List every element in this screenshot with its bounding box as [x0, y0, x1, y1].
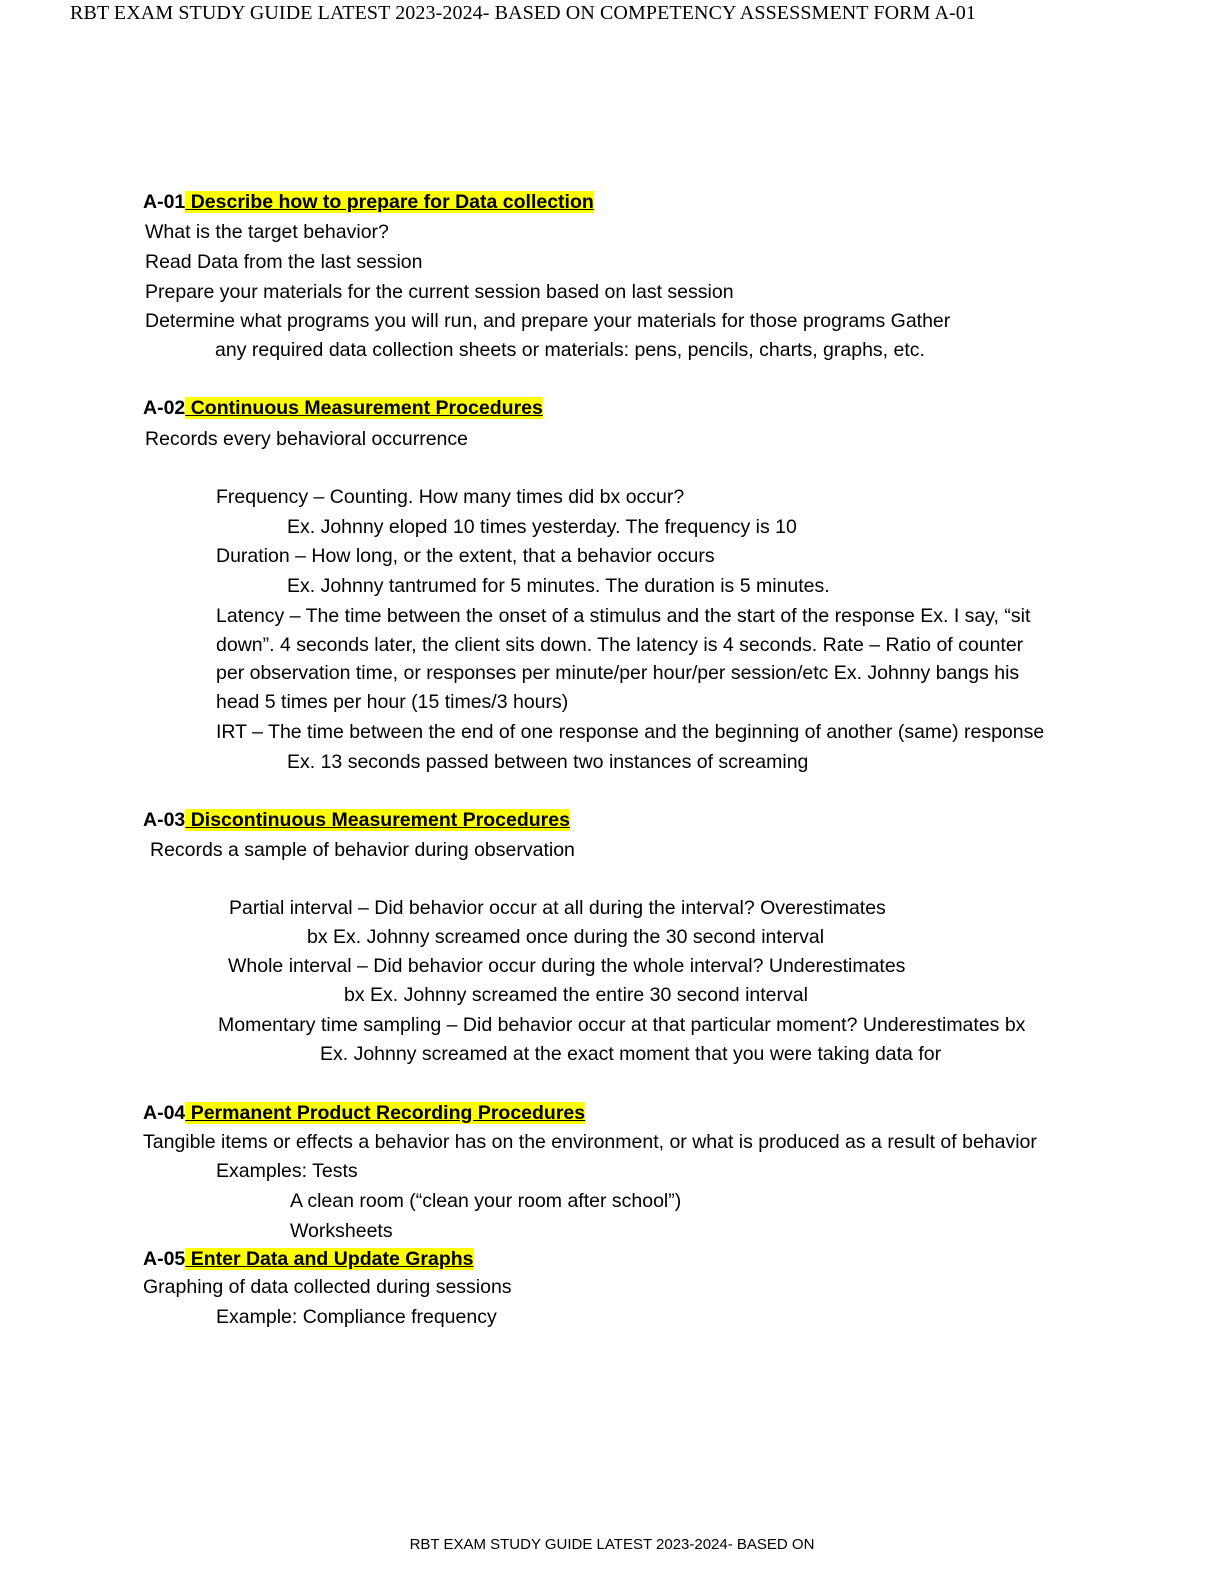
body-line: Records a sample of behavior during observation — [150, 839, 575, 861]
body-line: Determine what programs you will run, and prepare your materials for those programs Gather — [145, 310, 951, 332]
body-line: Ex. Johnny eloped 10 times yesterday. The frequency is 10 — [287, 516, 797, 538]
body-line: Example: Compliance frequency — [216, 1306, 497, 1328]
body-line: Worksheets — [290, 1220, 393, 1242]
section-title: Describe how to prepare for Data collection — [185, 191, 594, 213]
body-line: head 5 times per hour (15 times/3 hours) — [216, 691, 569, 713]
body-line: Ex. 13 seconds passed between two instances of screaming — [287, 751, 809, 773]
body-line: IRT – The time between the end of one response and the beginning of another (same) response — [216, 721, 1045, 743]
body-line: per observation time, or responses per minute/per hour/per session/etc Ex. Johnny bangs his — [216, 662, 1020, 684]
body-line: Records every behavioral occurrence — [145, 428, 468, 450]
section-code: A-02 — [143, 397, 186, 419]
body-line: A clean room (“clean your room after school”) — [290, 1190, 682, 1212]
body-line: Ex. Johnny screamed at the exact moment that you were taking data for — [320, 1043, 942, 1065]
page-header: RBT EXAM STUDY GUIDE LATEST 2023-2024- BASED ON COMPETENCY ASSESSMENT FORM A-01 — [70, 2, 976, 24]
body-line: Latency – The time between the onset of a stimulus and the start of the response Ex. I say, “sit — [216, 605, 1031, 627]
body-line: Examples: Tests — [216, 1160, 358, 1182]
section-code: A-04 — [143, 1102, 186, 1124]
body-line: any required data collection sheets or materials: pens, pencils, charts, graphs, etc. — [215, 339, 925, 361]
body-line: Duration – How long, or the extent, that a behavior occurs — [216, 545, 715, 567]
body-line: bx Ex. Johnny screamed the entire 30 second interval — [344, 984, 808, 1006]
section-a03-heading — [143, 806, 570, 835]
body-line: Prepare your materials for the current session based on last session — [145, 281, 734, 303]
page-footer: RBT EXAM STUDY GUIDE LATEST 2023-2024- BASED ON — [409, 1536, 815, 1553]
section-code: A-01 — [143, 191, 186, 213]
section-a01-heading — [143, 188, 594, 217]
section-title: Discontinuous Measurement Procedures — [185, 809, 570, 831]
section-code: A-03 — [143, 809, 186, 831]
body-line: Read Data from the last session — [145, 251, 423, 273]
section-title: Permanent Product Recording Procedures — [185, 1102, 586, 1124]
section-title: Continuous Measurement Procedures — [185, 397, 543, 419]
section-title: Enter Data and Update Graphs — [185, 1248, 474, 1270]
section-a02-heading — [143, 394, 543, 423]
body-line: Momentary time sampling – Did behavior occur at that particular moment? Underestimates bx — [218, 1014, 1026, 1036]
section-a04-heading — [143, 1099, 585, 1128]
body-line: Tangible items or effects a behavior has on the environment, or what is produced as a result of behavior — [143, 1131, 1037, 1153]
section-a05-heading — [143, 1245, 474, 1274]
body-line: Ex. Johnny tantrumed for 5 minutes. The duration is 5 minutes. — [287, 575, 830, 597]
body-line: Frequency – Counting. How many times did bx occur? — [216, 486, 685, 508]
body-line: down”. 4 seconds later, the client sits down. The latency is 4 seconds. Rate – Ratio of counter — [216, 634, 1024, 656]
body-line: bx Ex. Johnny screamed once during the 30 second interval — [307, 926, 825, 948]
body-line: Graphing of data collected during sessions — [143, 1276, 512, 1298]
section-code: A-05 — [143, 1248, 186, 1270]
body-line: Whole interval – Did behavior occur during the whole interval? Underestimates — [228, 955, 906, 977]
body-line: What is the target behavior? — [145, 221, 389, 243]
body-line: Partial interval – Did behavior occur at all during the interval? Overestimates — [229, 897, 886, 919]
